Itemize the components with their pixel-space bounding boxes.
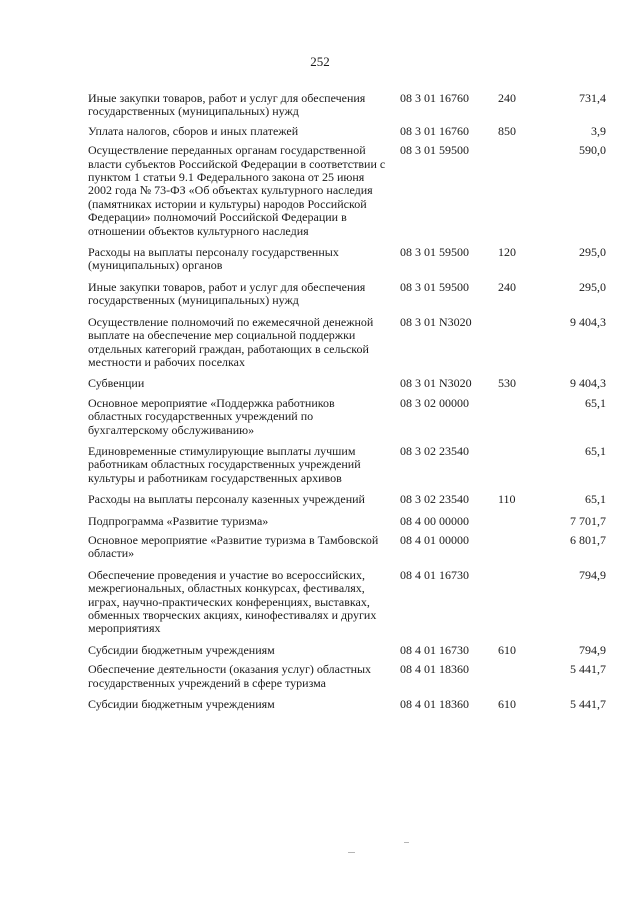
row-name: Обеспечение проведения и участие во всероссийских, межрегиональных, областных конкурсах, фестивалях, играх, научно-практических конференциях, выставках, обменных творческих акциях, кинофестивалях и других мероприятиях xyxy=(88,567,377,636)
row-amount: 9 404,3 xyxy=(570,376,606,391)
row-name: Подпрограмма «Развитие туризма» xyxy=(88,513,269,528)
table-row xyxy=(88,445,606,485)
row-vr: 530 xyxy=(498,376,516,391)
row-vr: 610 xyxy=(498,697,516,712)
row-name: Иные закупки товаров, работ и услуг для обеспечения государственных (муниципальных) нужд xyxy=(88,91,366,119)
table-row xyxy=(88,246,606,273)
row-name: Субсидии бюджетным учреждениям xyxy=(88,642,275,657)
table-row xyxy=(88,534,606,561)
row-name: Субсидии бюджетным учреждениям xyxy=(88,697,275,712)
row-vr: 240 xyxy=(498,279,516,294)
page-number: 252 xyxy=(310,54,330,69)
row-vr: 120 xyxy=(498,245,516,260)
row-code: 08 3 02 00000 xyxy=(400,395,469,410)
row-code: 08 3 01 N3020 xyxy=(400,314,472,329)
row-code: 08 3 02 23540 xyxy=(400,443,469,458)
row-code: 08 4 01 16730 xyxy=(400,642,469,657)
row-name: Расходы на выплаты персоналу государственных (муниципальных) органов xyxy=(88,245,339,273)
table-row xyxy=(88,663,606,690)
table-row xyxy=(88,125,606,138)
row-name: Уплата налогов, сборов и иных платежей xyxy=(88,123,299,138)
row-amount: 295,0 xyxy=(579,279,606,294)
row-vr: 240 xyxy=(498,91,516,105)
row-amount: 65,1 xyxy=(585,443,606,458)
scan-speck xyxy=(404,842,409,843)
row-name: Единовременные стимулирующие выплаты лучшим работникам областных государственных учреждений культуры и работникам государственных архивов xyxy=(88,443,361,485)
row-code: 08 4 01 00000 xyxy=(400,532,469,547)
row-name: Расходы на выплаты персоналу казенных учреждений xyxy=(88,492,365,507)
row-vr: 110 xyxy=(498,492,516,507)
row-amount: 295,0 xyxy=(579,245,606,260)
row-amount: 794,9 xyxy=(579,567,606,582)
row-amount: 794,9 xyxy=(579,642,606,657)
row-name: Основное мероприятие «Развитие туризма в Тамбовской области» xyxy=(88,532,379,561)
row-amount: 590,0 xyxy=(579,143,606,158)
table-row xyxy=(88,144,606,238)
row-name: Осуществление полномочий по ежемесячной денежной выплате на обеспечение мер социальной поддержки отдельных категорий граждан, работающих в сельской местности и рабочих поселках xyxy=(88,314,374,369)
row-amount: 5 441,7 xyxy=(570,662,606,677)
row-code: 08 4 01 18360 xyxy=(400,662,469,677)
row-amount: 65,1 xyxy=(585,492,606,507)
row-name: Основное мероприятие «Поддержка работников областных государственных учреждений по бухгалтерскому обслуживанию» xyxy=(88,395,335,437)
row-code: 08 3 01 16760 xyxy=(400,91,469,105)
table-row xyxy=(88,515,606,528)
row-code: 08 3 01 59500 xyxy=(400,245,469,260)
row-code: 08 3 01 59500 xyxy=(400,143,469,158)
table-row xyxy=(88,569,606,636)
scan-speck xyxy=(348,852,355,853)
table-row xyxy=(88,316,606,370)
table-row xyxy=(88,92,606,119)
row-amount: 9 404,3 xyxy=(570,314,606,329)
row-amount: 6 801,7 xyxy=(570,532,606,547)
row-code: 08 3 01 16760 xyxy=(400,123,469,138)
table-row xyxy=(88,698,606,711)
row-vr: 850 xyxy=(498,123,516,138)
row-code: 08 3 01 N3020 xyxy=(400,376,472,391)
budget-table xyxy=(88,92,606,711)
row-name: Субвенции xyxy=(88,376,145,391)
row-amount: 7 701,7 xyxy=(570,513,606,528)
table-row xyxy=(88,281,606,308)
row-code: 08 4 01 18360 xyxy=(400,697,469,712)
row-amount: 5 441,7 xyxy=(570,697,606,712)
row-amount: 65,1 xyxy=(585,395,606,410)
row-code: 08 4 00 00000 xyxy=(400,513,469,528)
row-amount: 731,4 xyxy=(579,91,606,105)
row-name: Осуществление переданных органам государственной власти субъектов Российской Федерации в соответствии с пунктом 1 статьи 9.1 Федерального закона от 25 июня 2002 года № 73-ФЗ «Об объектах культурного наследия (памятниках истории и культуры) народов Российской Федерации» полномочий Российской Федерации в отношении объектов культурного наследия xyxy=(88,143,386,238)
table-row xyxy=(88,377,606,390)
table-row xyxy=(88,493,606,506)
row-code: 08 3 02 23540 xyxy=(400,492,469,507)
row-name: Обеспечение деятельности (оказания услуг) областных государственных учреждений в сфере туризма xyxy=(88,662,372,690)
row-amount: 3,9 xyxy=(591,123,606,138)
row-code: 08 4 01 16730 xyxy=(400,567,469,582)
table-row xyxy=(88,644,606,657)
table-row xyxy=(88,397,606,437)
row-name: Иные закупки товаров, работ и услуг для обеспечения государственных (муниципальных) нужд xyxy=(88,279,366,308)
row-code: 08 3 01 59500 xyxy=(400,279,469,294)
row-vr: 610 xyxy=(498,642,516,657)
